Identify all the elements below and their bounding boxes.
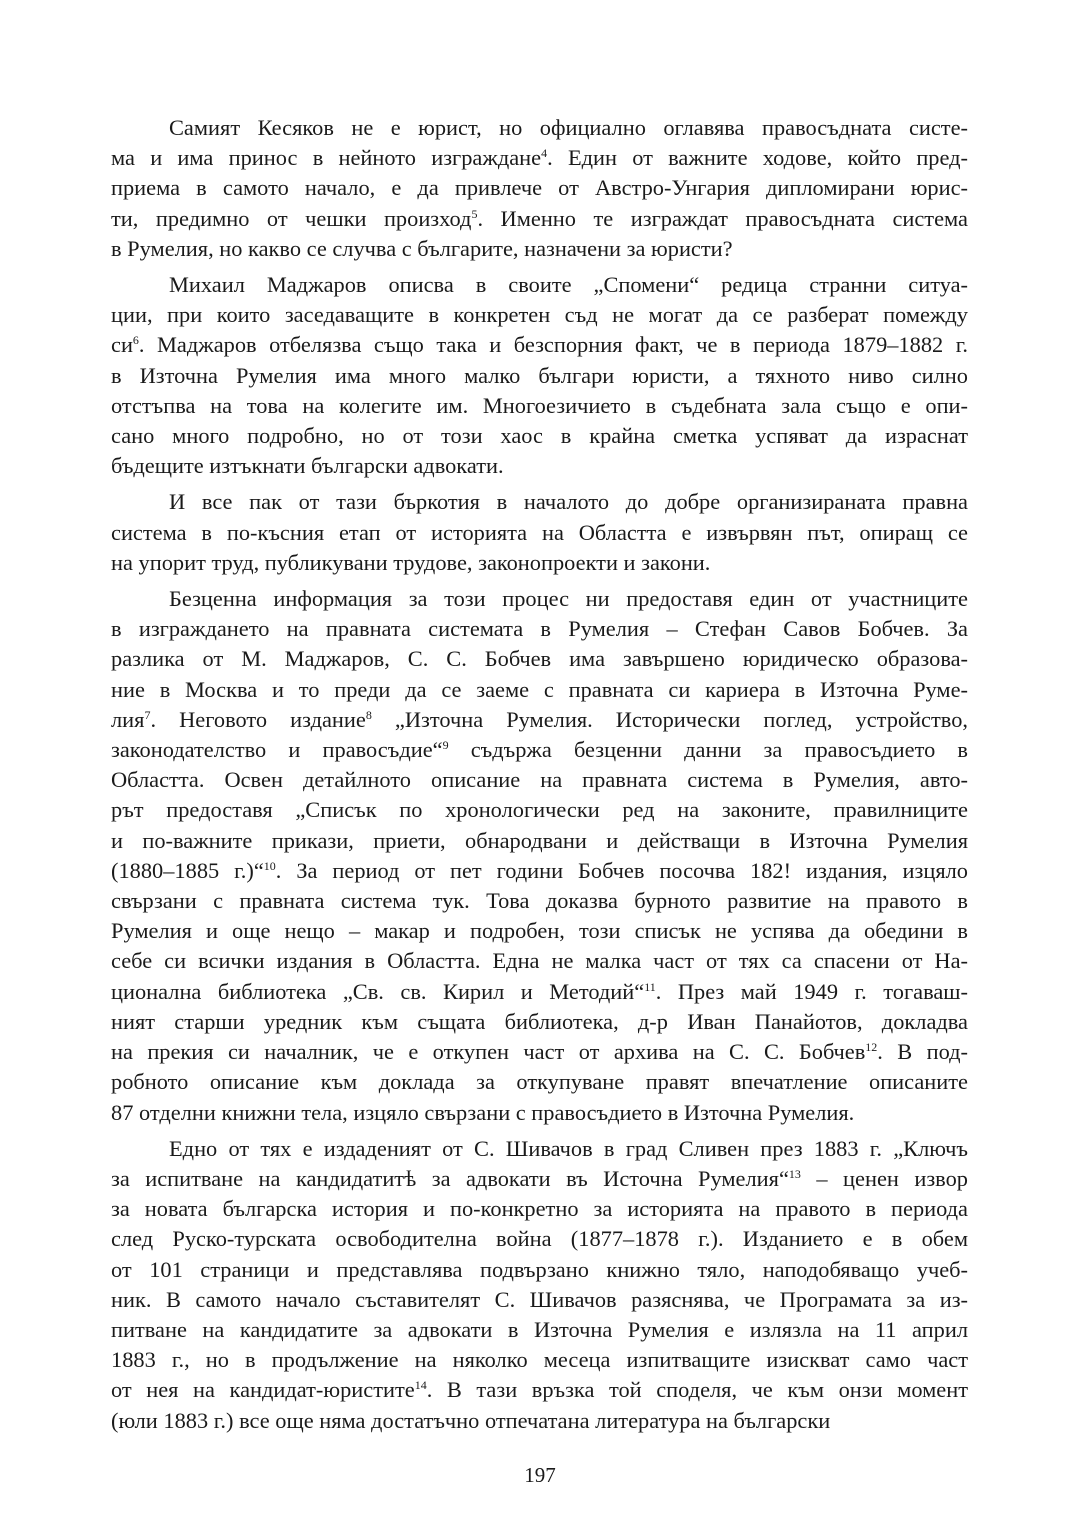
text-line [111,765,968,795]
text-line [111,826,968,856]
text-run: И все пак от тази бъркотия в началото до добре организираната правна [169,489,968,515]
text-line [111,330,968,360]
text-line [111,1375,968,1405]
text-line [111,886,968,916]
text-line [111,644,968,674]
footnote-ref: 9 [442,738,449,753]
text-line [111,143,968,173]
text-run: питване на кандидатите за адвокати в Източна Румелия е излязла на 11 април [111,1316,968,1342]
text-line [111,735,968,765]
text-run: Румелия и още нещо – макар и подробен, този списък не успява да обедини в [111,918,968,944]
text-run: 87 отделни книжни тела, изцяло свързани с правосъдието в Източна Румелия. [111,1099,855,1125]
text-line [111,705,968,735]
text-line [111,1067,968,1097]
text-run: приема в самото начало, е да привлече от Австро-Унгария дипломирани юрис- [111,175,968,201]
text-line [111,1194,968,1224]
text-run: (юли 1883 г.) все още няма достатъчно отпечатана литература на български [111,1407,831,1433]
text-run: . За период от пет години Бобчев посочва 182! издания, изцяло [275,857,969,883]
text-run: . Един от важните ходове, който пред- [547,145,968,171]
text-line [111,548,968,578]
text-run: 1883 г., но в продължение на няколко месеца изпитващите изискват само част [111,1347,968,1373]
text-run: себе си всички издания в Областта. Една не малка част от тях са спасени от На- [111,948,968,974]
footnote-ref: 4 [541,146,548,161]
text-run: ният старши уредник към същата библиотека, д-р Иван Панайотов, докладва [111,1008,968,1034]
text-run: (1880–1885 г.)“ [111,857,264,883]
text-line [111,234,968,264]
paragraph [111,113,968,264]
footnote-ref: 12 [865,1040,878,1055]
text-line [111,1285,968,1315]
footnote-ref: 8 [365,707,372,722]
text-run: след Руско-турската освободителна война (1877–1878 г.). Изданието е в обем [111,1226,968,1252]
text-line [111,1315,968,1345]
text-run: ние в Москва и то преди да се заеме с правната си кариера в Източна Руме- [111,676,968,702]
paragraph [111,270,968,481]
text-line [111,1098,968,1128]
text-run: Самият Кесяков не е юрист, но официално оглавява правосъдната систе- [169,115,968,140]
footnote-ref: 6 [132,333,139,348]
text-line [111,1224,968,1254]
text-line [111,391,968,421]
text-run: на прекия си началник, че е откупен част от архива на С. С. Бобчев [111,1039,866,1065]
text-run: Михаил Маджаров описва в своите „Спомени“ редица странни ситуа- [169,272,968,298]
text-run: – ценен извор [800,1165,968,1191]
text-line [111,977,968,1007]
text-run: робното описание към доклада за откупуване правят впечатление описаните [111,1069,968,1095]
text-line [111,1255,968,1285]
text-line [111,1164,968,1194]
paragraph [111,584,968,1128]
text-line [111,916,968,946]
text-run: . През май 1949 г. тогаваш- [655,978,969,1004]
text-line [111,675,968,705]
text-run: на упорит труд, публикувани трудове, законопроекти и закони. [111,549,711,575]
text-run: съдържа безценни данни за правосъдието в [448,737,969,763]
text-line [111,361,968,391]
text-run: законодателство и правосъдие“ [111,737,443,763]
text-line [111,1345,968,1375]
text-line [111,795,968,825]
paragraph [111,487,968,578]
text-run: . Маджаров отбелязва също така и безспорния факт, че в периода 1879–1882 г. [138,332,968,358]
text-line [111,173,968,203]
text-run: ма и има принос в нейното изграждане [111,145,542,171]
text-line [111,946,968,976]
text-run: отстъпва на това на колегите им. Многоезичието в съдебната зала също е опи- [111,392,968,418]
text-line [111,270,968,300]
text-line [111,1406,968,1436]
text-run: рът предоставя „Списък по хронологически ред на законите, правилниците [111,797,968,823]
text-run: ти, предимно от чешки произход [111,205,472,231]
text-run: бъдещите изтъкнати български адвокати. [111,453,504,479]
text-line [111,113,968,143]
text-line [111,204,968,234]
text-run: в Румелия, но какво се случва с българите, назначени за юристи? [111,235,733,261]
footnote-ref: 10 [263,858,276,873]
text-run: за испитване на кандидатитѣ за адвокати въ Источна Румелия“ [111,1165,789,1191]
text-line [111,300,968,330]
text-line [111,1037,968,1067]
footnote-ref: 5 [471,206,478,221]
text-run: в изграждането на правната системата в Румелия – Стефан Савов Бобчев. За [111,616,968,642]
text-run: ник. В самото начало съставителят С. Шивачов разяснява, че Програмата за из- [111,1286,968,1312]
text-run: система в по-късния етап от историята на Областта е извървян път, опиращ се [111,519,968,545]
text-run: си [111,332,133,358]
text-line [111,584,968,614]
text-run: и по-важните прикази, приети, обнародвани и действащи в Източна Румелия [111,827,968,853]
text-line [111,451,968,481]
footnote-ref: 7 [144,707,151,722]
text-line [111,614,968,644]
text-line [111,1134,968,1164]
footnote-ref: 13 [788,1166,801,1181]
text-run: сано много подробно, но от този хаос в крайна сметка успяват да израснат [111,423,968,449]
text-line [111,856,968,886]
text-run: от нея на кандидат-юристите [111,1377,415,1403]
text-run: Едно от тях е издаденият от С. Шивачов в град Сливен през 1883 г. „Ключъ [169,1135,968,1161]
text-run: за новата българска история и по-конкретно за историята на правото в периода [111,1196,968,1222]
text-run: Областта. Освен детайлното описание на правната система в Румелия, авто- [111,767,968,793]
text-run: „Източна Румелия. Исторически поглед, устройство, [371,706,968,732]
text-run: лия [111,706,145,732]
text-run: . Неговото издание [150,706,366,732]
text-run: ционална библиотека „Св. св. Кирил и Методий“ [111,978,645,1004]
text-run: ции, при които заседаващите в конкретен съд не могат да се разберат помежду [111,302,968,328]
text-line [111,487,968,517]
text-run: . Именно те изграждат правосъдната система [477,205,968,231]
text-line [111,421,968,451]
footnote-ref: 14 [414,1378,427,1393]
text-line [111,518,968,548]
text-run: Безценна информация за този процес ни предоставя един от участниците [169,586,968,612]
text-run: . В под- [877,1039,968,1065]
text-run: . В тази връзка той споделя, че към онзи момент [426,1377,968,1403]
body-text [111,113,968,1436]
text-run: свързани с правната система тук. Това доказва бурното развитие на правото в [111,888,968,914]
text-line [111,1007,968,1037]
paragraph [111,1134,968,1436]
text-run: разлика от М. Маджаров, С. С. Бобчев има завършено юридическо образова- [111,646,968,672]
page-number: 197 [524,1463,556,1487]
footnote-ref: 11 [644,979,656,994]
text-run: в Източна Румелия има много малко българи юристи, а тяхното ниво силно [111,362,968,388]
text-run: от 101 страници и представлява подвързано книжно тяло, наподобяващо учеб- [111,1256,968,1282]
